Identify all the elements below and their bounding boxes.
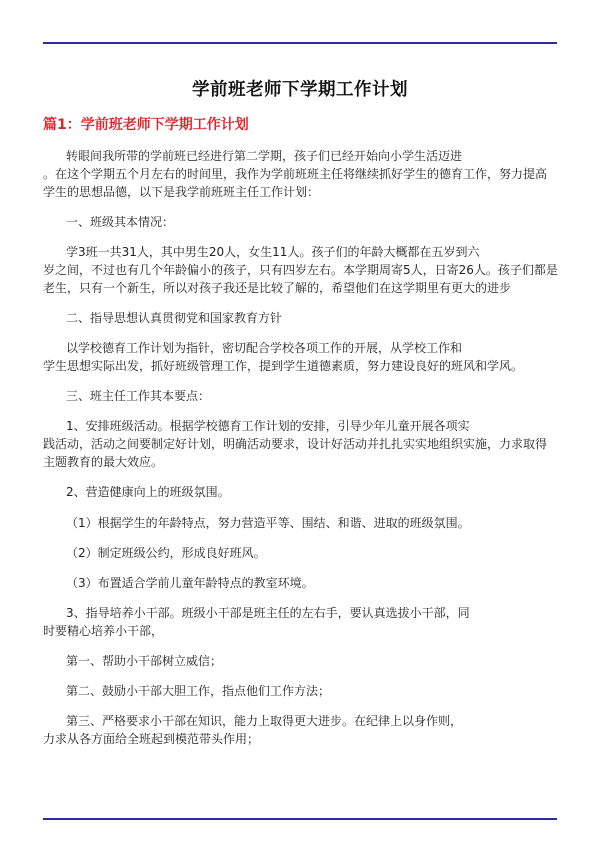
document-title: 学前班老师下学期工作计划: [192, 80, 408, 100]
section-heading: 篇1：学前班老师下学期工作计划: [43, 117, 249, 133]
paragraph-line: 践活动，活动之间要制定好计划，明确活动要求，设计好活动并扎扎实实地组织实施，力求取得: [43, 437, 548, 451]
section-label: 一、班级其本情况：: [66, 215, 175, 229]
paragraph-line: 学生思想实际出发，抓好班级管理工作，提到学生道德素质，努力建设良好的班风和学风。: [43, 359, 524, 373]
paragraph-line: 第三、严格要求小干部在知识，能力上取得更大进步。在纪律上以身作则，: [66, 714, 463, 728]
paragraph-line: 时要精心培养小干部，: [43, 624, 164, 638]
bottom-rule: [43, 818, 557, 820]
paragraph-line: 转眼间我所带的学前班已经进行第二学期，孩子们已经开始向小学生活迈进: [66, 149, 463, 163]
paragraph-line: 1、安排班级活动。根据学校德育工作计划的安排，引导少年儿童开展各项实: [66, 419, 470, 433]
paragraph-line: 第一、帮助小干部树立威信；: [66, 654, 223, 668]
section-label: 二、指导思想认真贯彻党和国家教育方针: [66, 311, 283, 325]
paragraph-line: 岁之间，不过也有几个年龄偏小的孩子，只有四岁左右。本学期周寄5人，日寄26人。孩子们都是: [43, 263, 558, 277]
paragraph-line: （1）根据学生的年龄特点，努力营造平等、围结、和谐、进取的班级氛围。: [66, 516, 470, 530]
paragraph-line: 力求从各方面给全班起到模范带头作用；: [43, 732, 260, 746]
paragraph-line: 以学校德育工作计划为指针，密切配合学校各项工作的开展，从学校工作和: [66, 341, 463, 355]
paragraph-line: 3、指导培养小干部。班级小干部是班主任的左右手，要认真选拔小干部，同: [66, 606, 470, 620]
paragraph-line: 。在这个学期五个月左右的时间里，我作为学前班班主任将继续抓好学生的德育工作，努力提高: [43, 167, 548, 181]
paragraph-line: 2、营造健康向上的班级氛围。: [66, 485, 230, 499]
paragraph-line: 第二、鼓励小干部大胆工作，指点他们工作方法；: [66, 684, 331, 698]
section-label: 三、班主任工作其本要点：: [66, 389, 211, 403]
paragraph-line: 学3班一共31人，其中男生20人，女生11人。孩子们的年龄大概都在五岁到六: [66, 245, 480, 259]
paragraph-line: 主题教育的最大效应。: [43, 455, 164, 469]
paragraph-line: （3）布置适合学前儿童年龄特点的教室环境。: [66, 576, 314, 590]
paragraph-line: 学生的思想品德，以下是我学前班班主任工作计划：: [43, 185, 320, 199]
paragraph-line: （2）制定班级公约，形成良好班风。: [66, 546, 266, 560]
paragraph-line: 老生，只有一个新生，所以对孩子我还是比较了解的，希望他们在这学期里有更大的进步: [43, 281, 512, 295]
